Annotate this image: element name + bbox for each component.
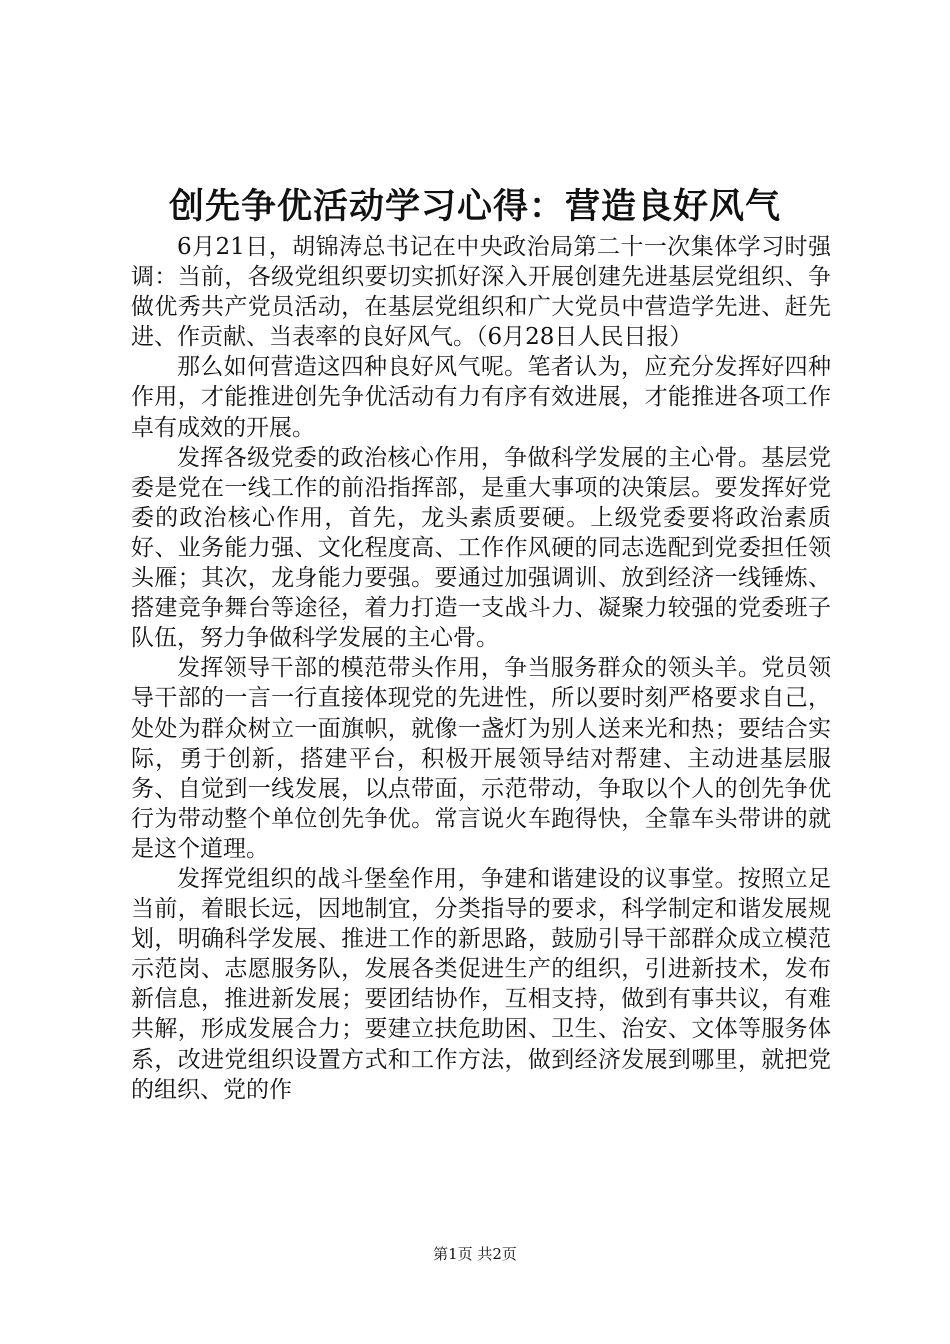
paragraph: 发挥党组织的战斗堡垒作用，争建和谐建设的议事堂。按照立足当前，着眼长远，因地制宜，分类指导的要求，科学制定和谐发展规划，明确科学发展、推进工作的新思路，鼓励引导干部群众成立模范示范岗、志愿服务队，发展各类促进生产的组织，引进新技术，发布新信息，推进新发展；要团结协作，互相支持，做到有事共议，有难共解，形成发展合力；要建立扶危助困、卫生、治安、文体等服务体系，改进党组织设置方式和工作方法，做到经济发展到哪里，就把党的组织、党的作 [131,865,831,1103]
paragraph: 那么如何营造这四种良好风气呢。笔者认为，应充分发挥好四种作用，才能推进创先争优活动有力有序有效进展，才能推进各项工作卓有成效的开展。 [131,354,831,441]
document-title: 创先争优活动学习心得：营造良好风气 [168,186,781,227]
paragraph: 发挥领导干部的模范带头作用，争当服务群众的领头羊。党员领导干部的一言一行直接体现党的先进性，所以要时刻严格要求自己，处处为群众树立一面旗帜，就像一盏灯为别人送来光和热；要结合实际，勇于创新，搭建平台，积极开展领导结对帮建、主动进基层服务、自觉到一线发展，以点带面，示范带动，争取以个人的创先争优行为带动整个单位创先争优。常言说火车跑得快，全靠车头带讲的就是这个道理。 [131,655,831,862]
document-body [131,232,831,1105]
page-number: 第1页 共2页 [433,1245,517,1263]
paragraph: 发挥各级党委的政治核心作用，争做科学发展的主心骨。基层党委是党在一线工作的前沿指挥部，是重大事项的决策层。要发挥好党委的政治核心作用，首先，龙头素质要硬。上级党委要将政治素质好、业务能力强、文化程度高、工作作风硬的同志选配到党委担任领头雁；其次，龙身能力要强。要通过加强调训、放到经济一线锤炼、搭建竞争舞台等途径，着力打造一支战斗力、凝聚力较强的党委班子队伍，努力争做科学发展的主心骨。 [131,444,831,652]
page-footer [0,1244,950,1264]
paragraph: 6月21日，胡锦涛总书记在中央政治局第二十一次集体学习时强调：当前，各级党组织要切实抓好深入开展创建先进基层党组织、争做优秀共产党员活动，在基层党组织和广大党员中营造学先进、赶先进、作贡献、当表率的良好风气。（6月28日人民日报） [131,234,831,351]
